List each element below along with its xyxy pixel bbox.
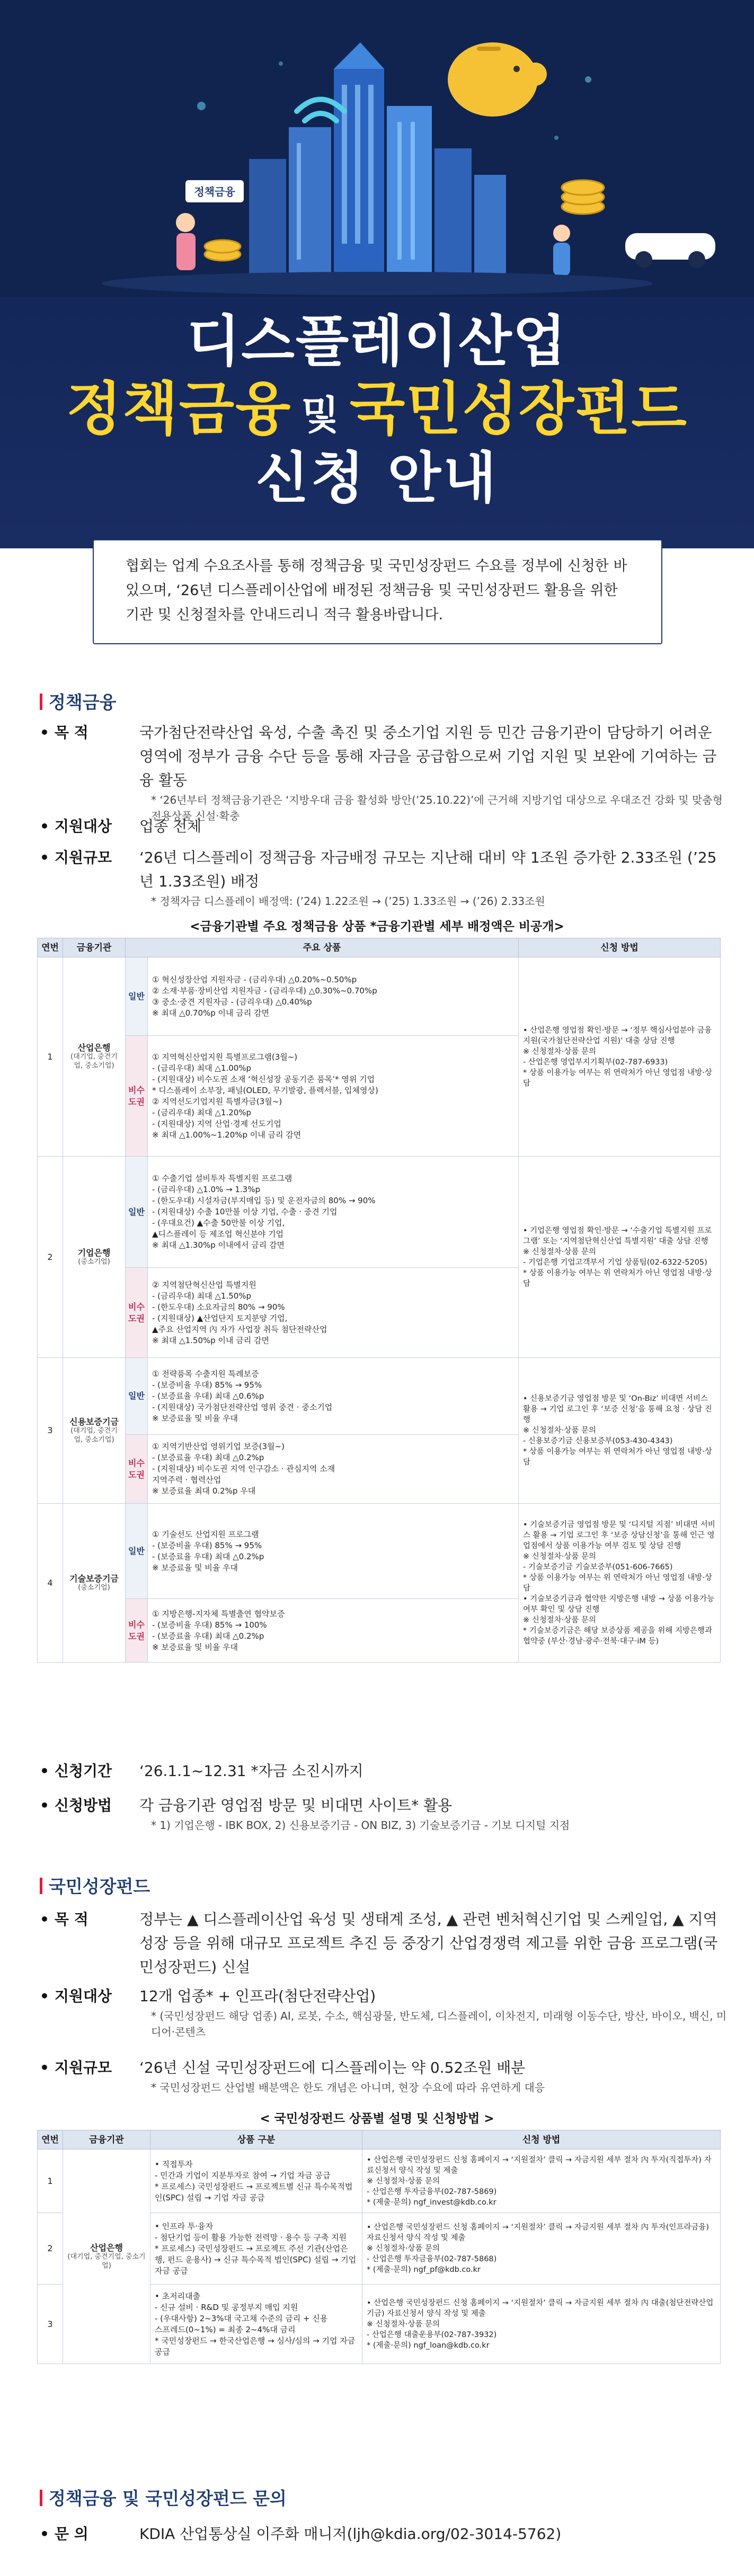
purpose-text: 국가첨단전략산업 육성, 수출 촉진 및 중소기업 지원 등 민간 금융기관이 담당하기 어려운 영역에 정부가 금융 수단 등을 통해 자금을 공급함으로써 기업 지원 및 보완에 기여하는 금융 활동 [139, 724, 717, 789]
fund-target: 12개 업종* + 인프라(첨단전략산업) [139, 1987, 376, 2005]
city-illustration [0, 0, 754, 297]
section-heading-policy: 정책금융 [40, 689, 117, 714]
policy-method-row: • 신청방법 각 금융기관 영업점 방문 및 비대면 사이트* 활용 * 1) 기업은행 - IBK BOX, 2) 신용보증기금 - ON BIZ, 3) 기술보증기금 - 기보 디지털 지점 [40, 1793, 726, 1841]
policy-scale-row: • 지원규모 ‘26년 디스플레이 정책금융 자금배정 규모는 지난해 대비 약 1조원 증가한 2.33조원 (’25년 1.33조원) 배정 * 정책자금 디스플레이 배정액: (’24) 1.22조원 → (’25) 1.33조원 → (’26) 2.33조원 [40, 846, 726, 914]
fund-scale: ‘26년 신설 국민성장펀드에 디스플레이는 약 0.52조원 배분 [139, 2059, 526, 2076]
svg-text:정책금융: 정책금융 [194, 185, 235, 198]
policy-products-table [37, 938, 721, 1663]
policy-target-row: • 지원대상 업종 전체 [40, 814, 726, 838]
title-line1: 디스플레이산업 [187, 309, 567, 374]
fund-scale-note: * 국민성장펀드 산업별 배분액은 한도 개념은 아니며, 현장 수요에 따라 유연하게 대응 [151, 2081, 545, 2094]
policy-method: 각 금융기관 영업점 방문 및 비대면 사이트* 활용 [139, 1797, 453, 1814]
purpose-note: * ‘26년부터 정책금융기관은 ‘지방우대 금융 활성화 방안(’25.10.22)’에 근거해 지방기업 대상으로 우대조건 강화 및 맞춤형 전용상품 신설·확충 [151, 794, 723, 822]
title-line3: 신청 안내 [255, 446, 499, 510]
policy-table-caption: <금융기관별 주요 정책금융 상품 *금융기관별 세부 배정액은 비공개> [190, 920, 564, 934]
table-row: 2 • 인프라 투·융자 - 첨단기업 등이 활용 가능한 전력망 · 용수 등 구축 지원 * 프로세스) 국민성장펀드 → 프로젝트 주선 기관(산업은행, 펀드 운용사) → 신규 특수목적 법인(SPC) 설립 → 기업 자금 공급 • 산업은행 국민성장펀드 신청 홈페이지 → ‘지원절차’ 클릭 → 자금지원 세부 절차 內 투자(인프라금융) 자료신청서 양식 작성 및 제출 ※ 신청절차·상품 문의 - 산업은행 투자금융부(02-787-5868) * (제출·문의) ngf_pf@kdb.co.kr [38, 2213, 721, 2285]
purpose-key: • 목 적 [40, 721, 88, 744]
section-heading-contact: 정책금융 및 국민성장펀드 문의 [40, 2485, 287, 2510]
table-row: 1 산업은행 (대기업, 중견기업, 중소기업) • 직접투자 - 민간과 기업이 지분투자로 참여 → 기업 자금 공급 * 프로세스) 국민성장펀드 → 프로젝트별 신규 특수목적법인(SPC) 설립 → 기업 자금 공급 • 산업은행 국민성장펀드 신청 홈페이지 → ‘지원절차’ 클릭 → 자금지원 세부 절차 內 투자(직접투자) 자료신청서 양식 작성 및 제출 ※ 신청절차·상품 문의 - 산업은행 투자금융부(02-787-5869) * (제출·문의) ngf_invest@kdb.co.kr [38, 2149, 721, 2213]
policy-scale-note: * 정책자금 디스플레이 배정액: (’24) 1.22조원 → (’25) 1.33조원 → (’26) 2.33조원 [151, 895, 545, 908]
table-row: 4 기술보증기금 (중소기업) 일반 ① 기술선도 산업지원 프로그램 - (보증비율 우대) 85% → 95% - (보증료율 우대) 최대 △0.2%p ※ 보증료율 및 비율 우대 • 기술보증기금 영업점 방문 및 ‘디지털 지점’ 비대면 서비스 활용 → 기업 로그인 후 ‘보증 상담신청’을 통해 인근 영업점에서 상품 이용가능 여부 검토 및 상담 진행 ※ 신청절차·상품 문의 - 기술보증기금 기술보증부(051-606-7665) * 상품 이용가능 여부는 위 연락처가 아닌 영업점 내방·상담 • 기술보증기금과 협약한 지방은행 내방 → 상품 이용가능 여부 확인 및 상담 진행 ※ 신청절차·상품 문의 * 기술보증기금은 해당 보증상품 제공을 위해 지방은행과 협약중 (부산·경남·광주·전북·대구·iM 등) [38, 1504, 721, 1599]
policy-period: ‘26.1.1~12.31 *자금 소진시까지 [139, 1762, 363, 1780]
table-row: 비수도권 ② 지역첨단혁신산업 특별지원 - (금리우대) 최대 △1.50%p - (한도우대) 소요자금의 80% → 90% - (지원대상) ▲산업단지 토지분양 기업, ▲주요 산업지역 內 자가 사업장 취득 첨단전략산업 ※ 최대 △1.50%p 이내 금리 감면 [38, 1268, 721, 1358]
table-row: 1 산업은행 (대기업, 중견기업, 중소기업) 일반 ① 혁신성장산업 지원자금 - (금리우대) △0.20%~0.50%p ② 소재·부품·장비산업 지원자금 - (금리우대) △0.30%~0.70%p ③ 중소·중견 지원자금 - (금리우대) △0.40%p ※ 최대 △0.70%p 이내 금리 감면 • 산업은행 영업점 확인·방문 → ‘정부 핵심사업분야 금융지원(국가첨단전략산업 지원)’ 대출 상담 진행 ※ 신청절차·상품 문의 - 산업은행 영업부지기획부(02-787-6933) * 상품 이용가능 여부는 위 연락처가 아닌 영업점 내방·상담 [38, 957, 721, 1036]
policy-target: 업종 전체 [139, 818, 202, 835]
fund-table-caption: < 국민성장펀드 상품별 설명 및 신청방법 > [260, 2112, 494, 2126]
table-row: 비수도권 ① 지역기반산업 영위기업 보증(3월~) - (보증료율 우대) 최대 △0.2%p - (지원대상) 비수도권 지역 인구감소 · 관심지역 소재 지역주력 · 협력산업 ※ 보증료율 최대 0.2%p 우대 [38, 1435, 721, 1504]
policy-purpose-row [40, 721, 726, 822]
title-line2 [0, 363, 754, 445]
fund-target-row: • 지원대상 12개 업종* + 인프라(첨단전략산업) * (국민성장펀드 해당 업종) AI, 로봇, 수소, 핵심광물, 반도체, 디스플레이, 이차전지, 미래형 이동수단, 방산, 바이오, 백신, 미디어·콘텐츠 [40, 1984, 726, 2042]
contact-info: KDIA 산업통상실 이주화 매니저(ljh@kdia.org/02-3014-5762) [139, 2525, 562, 2543]
hero-banner [0, 0, 754, 548]
table-row: 비수도권 ① 지방은행-지자체 특별출연 협약보증 - (보증비율 우대) 85% → 100% - (보증료율 우대) 최대 △0.2%p ※ 보증료율 및 비율 우대 [38, 1599, 721, 1663]
title-policy-finance: 정책금융 [66, 376, 292, 442]
title-growth-fund: 국민성장펀드 [349, 376, 688, 442]
table-header-row: 연번 금융기관 상품 구분 신청 방법 [38, 2130, 721, 2149]
fund-purpose: 정부는 ▲ 디스플레이산업 육성 및 생태계 조성, ▲ 관련 벤처혁신기업 및 스케일업, ▲ 지역성장 등을 위해 대규모 프로젝트 추진 등 중장기 산업경쟁력 제고를 위한 금융 프로그램(국민성장펀드) 신설 [139, 1911, 718, 1976]
policy-scale: ‘26년 디스플레이 정책금융 자금배정 규모는 지난해 대비 약 1조원 증가한 2.33조원 (’25년 1.33조원) 배정 [139, 849, 717, 890]
policy-finance-badge [185, 180, 244, 202]
table-header-row: 연번 금융기관 주요 상품 신청 방법 [38, 938, 721, 957]
table-row: 3 신용보증기금 (대기업, 중견기업, 중소기업) 일반 ① 전략품목 수출지원 특례보증 - (보증비율 우대) 85% → 95% - (보증료율 우대) 최대 △0.6%p - (지원대상) 국가첨단전략산업 영위 중견 · 중소기업 ※ 보증료율 및 비율 우대 • 신용보증기금 영업점 방문 및 ‘On-Biz’ 비대면 서비스 활용 → 기업 로그인 후 ‘보증 신청’을 통해 요청 · 상담 진행 ※ 신청절차·상품 문의 - 신용보증기금 신용보증부(053-430-4343) * 상품 이용가능 여부는 위 연락처가 아닌 영업점 내방·상담 [38, 1358, 721, 1435]
table-row: 2 기업은행 (중소기업) 일반 ① 수출기업 설비투자 특별지원 프로그램 - (금리우대) △1.0% → 1.3%p - (한도우대) 시설자금(부지매입 등) 및 운전자금의 80% → 90% - (지원대상) 수출 10만불 이상 기업, 수출 · 중견 기업 - (우대요건) ▲수출 50만불 이상 기업, ▲디스플레이 등 제조업 혁신분야 기업 ※ 최대 △1.30%p 이내에서 금리 감면 • 기업은행 영업점 확인·방문 → ‘수출기업 특별지원 프로그램’ 또는 ‘지역첨단혁신산업 특별지원’ 대출 상담 진행 ※ 신청절차·상품 문의 - 기업은행 기업고객부서 기업 상품팀(02-6322-5205) * 상품 이용가능 여부는 위 연락처가 아닌 영업점 내방·상담 [38, 1157, 721, 1268]
intro-box: 협회는 업계 수요조사를 통해 정책금융 및 국민성장펀드 수요를 정부에 신청한 바 있으며, ‘26년 디스플레이산업에 배정된 정책금융 및 국민성장펀드 활용을 위한 기관 및 신청절차를 안내드리니 적극 활용바랍니다. [93, 539, 662, 644]
table-row: 3 • 초저리대출 - 신규 설비 · R&D 및 공정부지 매입 지원 - (우대사항) 2~3%대 국고채 수준의 금리 + 신용 스프레드(0~1%) = 최종 2~4%대 금리 * 국민성장펀드 → 한국산업은행 → 심사/심의 → 기업 자금 공급 • 산업은행 국민성장펀드 신청 홈페이지 → ‘지원절차’ 클릭 → 자금지원 세부 절차 內 대출(첨단전략산업기금) 자료신청서 양식 작성 및 제출 ※ 신청절차·상품 문의 - 산업은행 대출운용부(02-787-3932) * (제출·문의) ngf_loan@kdb.co.kr [38, 2285, 721, 2364]
policy-period-row: • 신청기간 ‘26.1.1~12.31 *자금 소진시까지 [40, 1759, 726, 1783]
fund-purpose-row: • 목 적 정부는 ▲ 디스플레이산업 육성 및 생태계 조성, ▲ 관련 벤처혁신기업 및 스케일업, ▲ 지역성장 등을 위해 대규모 프로젝트 추진 등 중장기 산업경쟁력 제고를 위한 금융 프로그램(국민성장펀드) 신설 [40, 1907, 726, 1976]
fund-products-table [37, 2130, 721, 2364]
section-heading-fund: 국민성장펀드 [40, 1873, 150, 1898]
contact-row: • 문 의 KDIA 산업통상실 이주화 매니저(ljh@kdia.org/02-3014-5762) [40, 2522, 726, 2546]
title-and: 및 [301, 393, 340, 438]
fund-scale-row: • 지원규모 ‘26년 신설 국민성장펀드에 디스플레이는 약 0.52조원 배분 * 국민성장펀드 산업별 배분액은 한도 개념은 아니며, 현장 수요에 따라 유연하게 대응 [40, 2056, 726, 2101]
policy-method-note: * 1) 기업은행 - IBK BOX, 2) 신용보증기금 - ON BIZ, 3) 기술보증기금 - 기보 디지털 지점 [151, 1819, 570, 1832]
table-row: 비수도권 ① 지역혁신산업지원 특별프로그램(3월~) - (금리우대) 최대 △1.00%p - (지원대상) 비수도권 소재 ‘혁신성장 공동기준 품목’* 영위 기업 * 디스플레이 소부장, 패널(OLED, 무기발광, 플렉서블, 입체영상) ② 지역선도기업지원 특별자금(3월~) - (금리우대) 최대 △1.20%p - (지원대상) 지역 산업·경제 선도기업 ※ 최대 △1.00%~1.20%p 이내 금리 감면 [38, 1036, 721, 1157]
fund-target-note: * (국민성장펀드 해당 업종) AI, 로봇, 수소, 핵심광물, 반도체, 디스플레이, 이차전지, 미래형 이동수단, 방산, 바이오, 백신, 미디어·콘텐츠 [151, 2010, 727, 2038]
